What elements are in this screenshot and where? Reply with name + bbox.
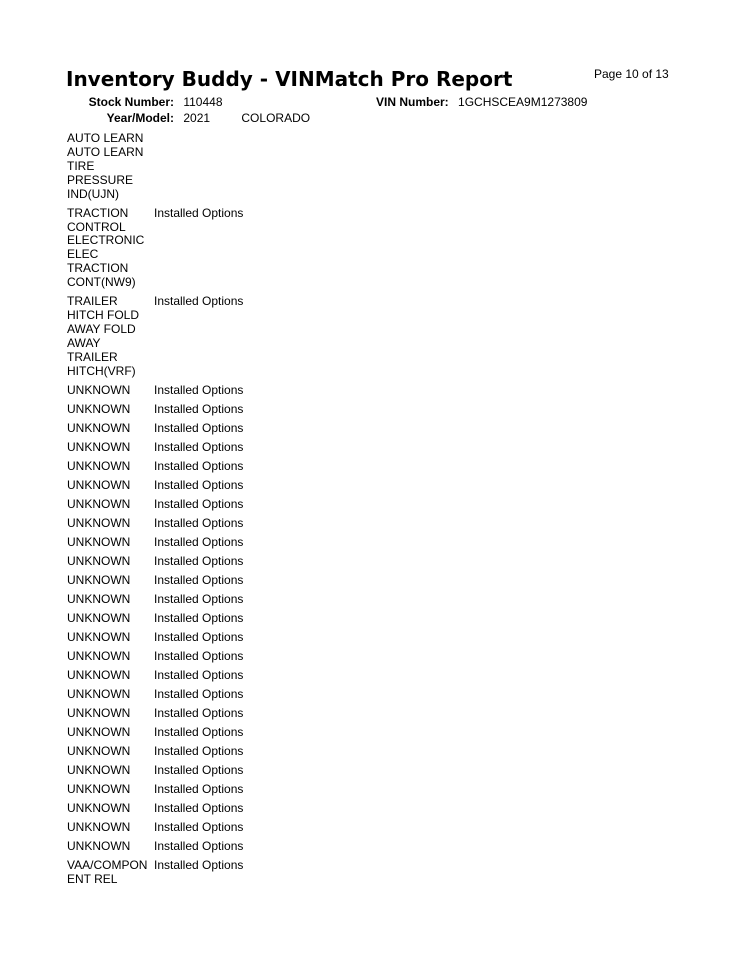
option-type: Installed Options [154,591,244,606]
option-row [67,650,487,664]
option-row [67,688,487,702]
option-type: Installed Options [154,762,244,777]
option-row [67,498,487,512]
option-description: UNKNOWN [67,591,131,606]
option-type: Installed Options [154,629,244,644]
option-type: Installed Options [154,724,244,739]
option-row [67,441,487,455]
option-row [67,422,487,436]
option-row [67,612,487,626]
option-type: Installed Options [154,667,244,682]
option-type: Installed Options [154,610,244,625]
option-description: UNKNOWN [67,458,131,473]
option-row [67,517,487,531]
options-list [67,132,487,892]
option-type: Installed Options [154,477,244,492]
option-row [67,384,487,398]
model-value: COLORADO [241,111,311,125]
option-row [67,783,487,797]
option-type: Installed Options [154,401,244,416]
option-type: Installed Options [154,205,244,220]
option-description: UNKNOWN [67,477,131,492]
option-description: UNKNOWN [67,838,131,853]
option-type: Installed Options [154,857,244,872]
option-type: Installed Options [154,686,244,701]
option-type: Installed Options [154,294,244,309]
option-description: UNKNOWN [67,686,131,701]
option-type: Installed Options [154,382,244,397]
option-description: UNKNOWN [67,667,131,682]
option-description: VAA/COMPON ENT REL [67,857,148,886]
option-description: TRAILER HITCH FOLD AWAY FOLD AWAY TRAILER HITCH(VRF) [67,294,139,378]
option-row [67,555,487,569]
option-row [67,764,487,778]
option-description: UNKNOWN [67,572,131,587]
option-description: UNKNOWN [67,762,131,777]
vin-number-label: VIN Number: [376,95,449,109]
option-row [67,631,487,645]
option-description: UNKNOWN [67,515,131,530]
option-row [67,460,487,474]
stock-number-label: Stock Number: [88,95,174,109]
option-type: Installed Options [154,800,244,815]
option-type: Installed Options [154,648,244,663]
option-row [67,802,487,816]
option-type: Installed Options [154,515,244,530]
option-description: UNKNOWN [67,629,131,644]
page-number: Page 10 of 13 [594,67,669,81]
option-row [67,132,487,202]
option-row [67,859,487,887]
year-model-label: Year/Model: [106,111,174,125]
option-description: UNKNOWN [67,648,131,663]
option-row [67,295,487,378]
option-description: UNKNOWN [67,401,131,416]
option-row [67,840,487,854]
option-type: Installed Options [154,743,244,758]
year-model-field [66,111,310,125]
option-description: UNKNOWN [67,724,131,739]
option-row [67,207,487,290]
stock-number-field [66,95,223,109]
option-description: UNKNOWN [67,439,131,454]
option-description: UNKNOWN [67,800,131,815]
option-description: UNKNOWN [67,534,131,549]
option-row [67,536,487,550]
report-title: Inventory Buddy - VINMatch Pro Report [66,67,513,91]
option-description: TRACTION CONTROL ELECTRONIC ELEC TRACTION CONT(NW9) [67,205,145,290]
option-type: Installed Options [154,819,244,834]
option-row [67,403,487,417]
option-row [67,821,487,835]
option-row [67,745,487,759]
option-row [67,479,487,493]
option-description: UNKNOWN [67,420,131,435]
option-description: UNKNOWN [67,610,131,625]
option-row [67,593,487,607]
option-description: UNKNOWN [67,496,131,511]
option-row [67,726,487,740]
option-type: Installed Options [154,572,244,587]
option-type: Installed Options [154,781,244,796]
option-description: UNKNOWN [67,743,131,758]
option-type: Installed Options [154,496,244,511]
option-type: Installed Options [154,553,244,568]
option-description: UNKNOWN [67,553,131,568]
vin-number-field [376,95,587,109]
option-type: Installed Options [154,420,244,435]
option-description: UNKNOWN [67,705,131,720]
option-description: AUTO LEARN AUTO LEARN TIRE PRESSURE IND(UJN) [67,131,144,201]
year-value: 2021 [183,111,211,125]
vin-number-value: 1GCHSCEA9M1273809 [458,95,588,109]
option-type: Installed Options [154,705,244,720]
option-type: Installed Options [154,439,244,454]
option-description: UNKNOWN [67,781,131,796]
option-type: Installed Options [154,534,244,549]
option-row [67,669,487,683]
option-type: Installed Options [154,838,244,853]
option-type: Installed Options [154,458,244,473]
option-row [67,707,487,721]
option-description: UNKNOWN [67,382,131,397]
option-description: UNKNOWN [67,819,131,834]
stock-number-value: 110448 [183,95,223,109]
option-row [67,574,487,588]
